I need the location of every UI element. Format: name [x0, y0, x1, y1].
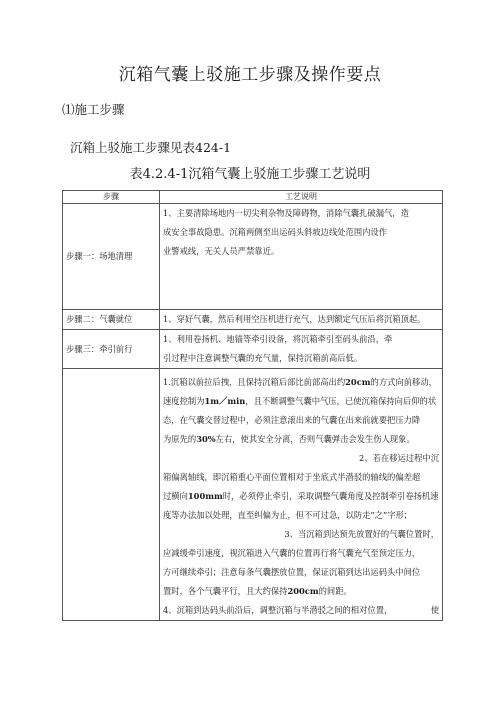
description-line: 引过程中注意调整气囊的充气量，保持沉箱前高后低。 [163, 353, 363, 363]
description-line: 箱偏离轴线，即沉箱重心平面位置相对于坐底式半潜驳的轴线的偏差超 [163, 472, 421, 482]
table-row [63, 310, 443, 330]
description-line: 度等办法加以处理，直至纠偏为止，但不可过急，以防走”之”字形； [163, 510, 413, 520]
document-title: 沉箱气囊上驳施工步骤及操作要点 [118, 65, 382, 85]
table-caption: 表4.2.4-1沉箱气囊上驳施工步骤工艺说明 [129, 167, 371, 182]
description-line: 成安全事故隐患。沉箱两侧至出运码头斜坡边线处范围内设作 [163, 227, 388, 237]
step-description [160, 330, 443, 369]
description-line: 置时，各个气囊平行，且大约保持200cm的间距。 [163, 586, 352, 596]
section-heading: ⑴施工步骤 [62, 102, 125, 117]
description-line: 态，在气囊交替过程中，必须注意滚出来的气囊在出来前就要把压力降 [163, 415, 421, 425]
description-line: 业警戒线，无关人员严禁靠近。 [163, 246, 280, 256]
description-line: 4、沉箱到达码头前沿后，调整沉箱与半潜驳之间的相对位置， 使 [163, 605, 439, 615]
description-line: 为原先的30%左右，使其安全分离，否则气囊弹击会发生伤人现象。 [163, 434, 415, 444]
description-line: 方可继续牵引；注意每条气囊摆放位置，保证沉箱到达出运码头中间位 [163, 567, 421, 577]
description-line: 3、当沉箱到达预先放置好的气囊位置时， [284, 529, 439, 539]
description-line: 应减缓牵引速度，视沉箱进入气囊的位置再行将气囊充气至预定压力， [163, 548, 421, 558]
table-reference-text: 沉箱上驳施工步骤见表424-1 [70, 140, 232, 155]
description-line: 1、穿好气囊，然后利用空压机进行充气，达到额定气压后将沉箱顶起。 [163, 314, 426, 324]
step-description [160, 204, 443, 310]
step-description [160, 369, 443, 621]
step-name-empty [63, 369, 160, 621]
step-description [160, 310, 443, 330]
description-line: 1、利用卷扬机、地锚等牵引设备，将沉箱牵引至码头前沿，牵 [163, 334, 393, 344]
description-line: 过横向100mm时，必须停止牵引，采取调整气囊角度及控制牵引卷扬机速 [163, 491, 439, 501]
step-name: 步骤三：牵引前行 [63, 330, 160, 369]
process-table [62, 190, 443, 621]
table-header-row [63, 191, 443, 204]
header-description: 工艺说明 [160, 191, 443, 204]
step-name: 步骤二：气囊就位 [63, 310, 160, 330]
description-line: 速度控制为1m／min，且不断调整气囊中气压，已使沉箱保持向后仰的状 [163, 396, 437, 406]
blank-space [163, 261, 439, 309]
description-line: 1.沉箱以前拉后拽，且保持沉箱后部比前部高出约20cm的方式向前移动， [163, 377, 437, 387]
header-step: 步骤 [63, 191, 160, 204]
step-name: 步骤一：场地清理 [63, 204, 160, 310]
description-line: 1、主要清除场地内一切尖利杂物及障碍物，消除气囊扎破漏气，造 [163, 208, 409, 218]
table-row [63, 330, 443, 369]
description-line: 2、若在移运过程中沉 [359, 453, 439, 463]
table-row [63, 204, 443, 310]
table-row [63, 369, 443, 621]
